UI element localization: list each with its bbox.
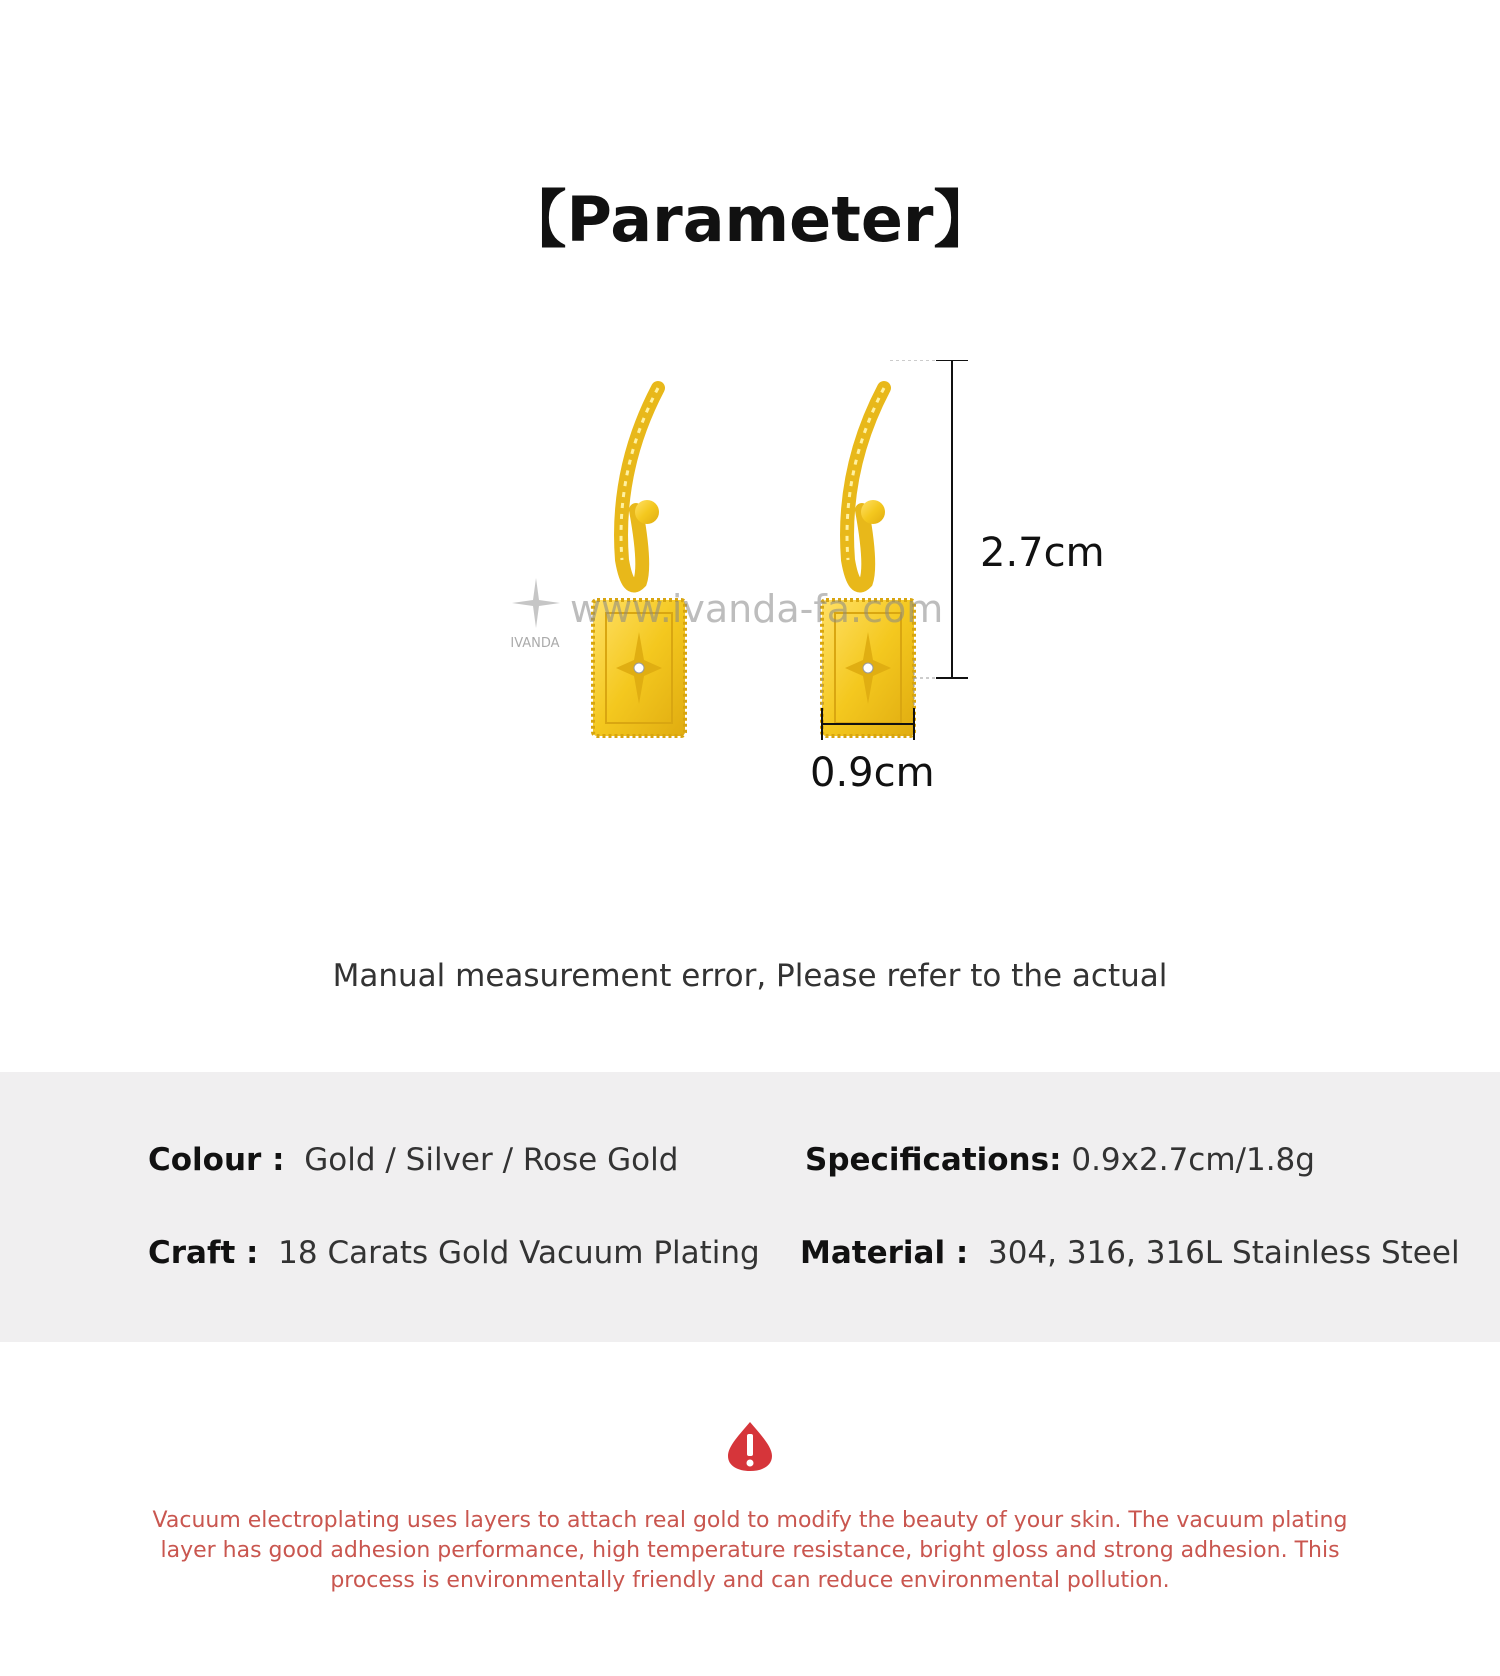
craft-label: Craft : xyxy=(148,1235,259,1271)
left-earring xyxy=(593,388,685,736)
craft-value: 18 Carats Gold Vacuum Plating xyxy=(278,1235,760,1271)
height-label: 2.7cm xyxy=(980,530,1105,576)
product-image xyxy=(0,360,1500,830)
material-row xyxy=(800,1235,1460,1271)
earrings-illustration xyxy=(0,360,1500,830)
craft-row xyxy=(148,1235,760,1271)
specifications-value: 0.9x2.7cm/1.8g xyxy=(1071,1142,1315,1178)
colour-label: Colour : xyxy=(148,1142,285,1178)
width-label: 0.9cm xyxy=(810,750,935,796)
warning-text: Vacuum electroplating uses layers to attach real gold to modify the beauty of your skin. The vacuum plating layer has good adhesion performance, high temperature resistance, bright gloss and strong adhesion. This process is environmentally friendly and can reduce environmental pollution. xyxy=(152,1508,1348,1593)
watermark-brand: IVANDA xyxy=(510,636,560,651)
exclamation-icon xyxy=(726,1420,774,1472)
specifications-row xyxy=(805,1142,1315,1178)
material-value: 304, 316, 316L Stainless Steel xyxy=(987,1235,1460,1271)
specifications-label: Specifications: xyxy=(805,1142,1062,1178)
parameter-panel xyxy=(0,1072,1500,1342)
measurement-note: Manual measurement error, Please refer to the actual xyxy=(332,958,1168,994)
page-title: 【Parameter】 xyxy=(504,183,996,256)
watermark-url: www.ivanda-fa.com xyxy=(570,587,944,631)
right-earring xyxy=(822,388,914,736)
colour-value: Gold / Silver / Rose Gold xyxy=(304,1142,679,1178)
material-label: Material : xyxy=(800,1235,969,1271)
colour-row xyxy=(148,1142,678,1178)
